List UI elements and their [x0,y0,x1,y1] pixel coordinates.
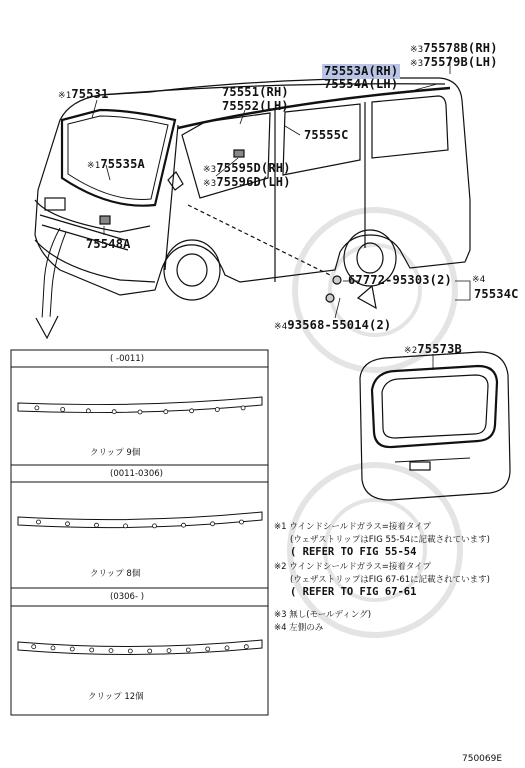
label-75552: 75552(LH) [222,99,289,113]
clip-hole [225,646,229,650]
table-row-1-range: ( -0011) [110,354,145,364]
note-2: ※2 ウインドシールドガラス=接着タイプ [274,562,431,572]
clip-hole [240,520,244,524]
label-75548A: 75548A [86,237,131,251]
label-75553A-highlighted[interactable]: 75553A(RH) [324,64,399,78]
note-2-refer: ( REFER TO FIG 67-61 [290,586,417,598]
diagram-id: 750069E [462,754,503,764]
clip-hole [153,524,157,528]
table-row-2-range: (0011-0306) [110,469,163,479]
clip-hole [32,645,36,649]
note-4: ※4 左側のみ [274,623,324,633]
rear-side-window [372,96,448,158]
label-75531: ※175531 [58,87,109,101]
table-row-2-clips: クリップ 8個 [90,569,141,579]
clip-hole [182,523,186,527]
back-door-glass-frame [372,366,497,447]
clip-hole [138,410,142,414]
note-1-detail: (ウェザストリップはFIG 55-54に記載されています) [290,535,490,545]
table-row-3-clips: クリップ 12個 [88,692,144,702]
clip-hole [61,408,65,412]
clip-hole [86,409,90,413]
table-row-3-range: (0306- ) [110,592,145,602]
label-67772: 67772-95303(2) [348,273,452,287]
label-75534C: 75534C [474,287,519,301]
label-75573B: ※275573B [404,342,462,356]
note-3: ※3 無し(モールディング) [274,610,372,620]
clip-hole [95,523,99,527]
label-75579B: ※375579B(LH) [410,55,498,69]
clip-hole [66,522,70,526]
label-75555C: 75555C [304,128,349,142]
clip-hole [148,649,152,653]
clip-hole [186,648,190,652]
clip-hole [167,649,171,653]
clip-hole [190,409,194,413]
label-75551: 75551(RH) [222,85,289,99]
molding-strip-2 [18,512,262,528]
clip-hole [51,646,55,650]
clip-hole [112,410,116,414]
clip-hole [35,406,39,410]
label-75578B: ※375578B(RH) [410,41,498,55]
clip-table-frame [11,350,268,715]
note-1-refer: ( REFER TO FIG 55-54 [290,546,417,558]
label-93568: ※493568-55014(2) [274,318,392,332]
clip-hole [70,647,74,651]
clip-hole [90,648,94,652]
note-1: ※1 ウインドシールドガラス=接着タイプ [274,522,431,532]
clip-hole [244,645,248,649]
clip-hole [211,522,215,526]
mark-4-67772: ※4 [472,275,486,285]
clip-hole [206,647,210,651]
table-row-1-clips: クリップ 9個 [90,448,141,458]
clip-hole [241,406,245,410]
label-75554A: 75554A(LH) [324,77,399,91]
back-door-illustration [360,352,510,500]
label-75596D: ※375596D(LH) [203,175,291,189]
note-2-detail: (ウェザストリップはFIG 67-61に記載されています) [290,575,490,585]
clip-hole [109,649,113,653]
clip-hole [124,524,128,528]
clip-hole [37,520,41,524]
label-75535A: ※175535A [87,157,145,171]
clip-hole [164,410,168,414]
clip-hole [215,408,219,412]
front-wheel [164,240,220,300]
label-75595D: ※375595D(RH) [203,161,291,175]
roof-drip-molding [178,85,450,128]
clip-hole [128,649,132,653]
